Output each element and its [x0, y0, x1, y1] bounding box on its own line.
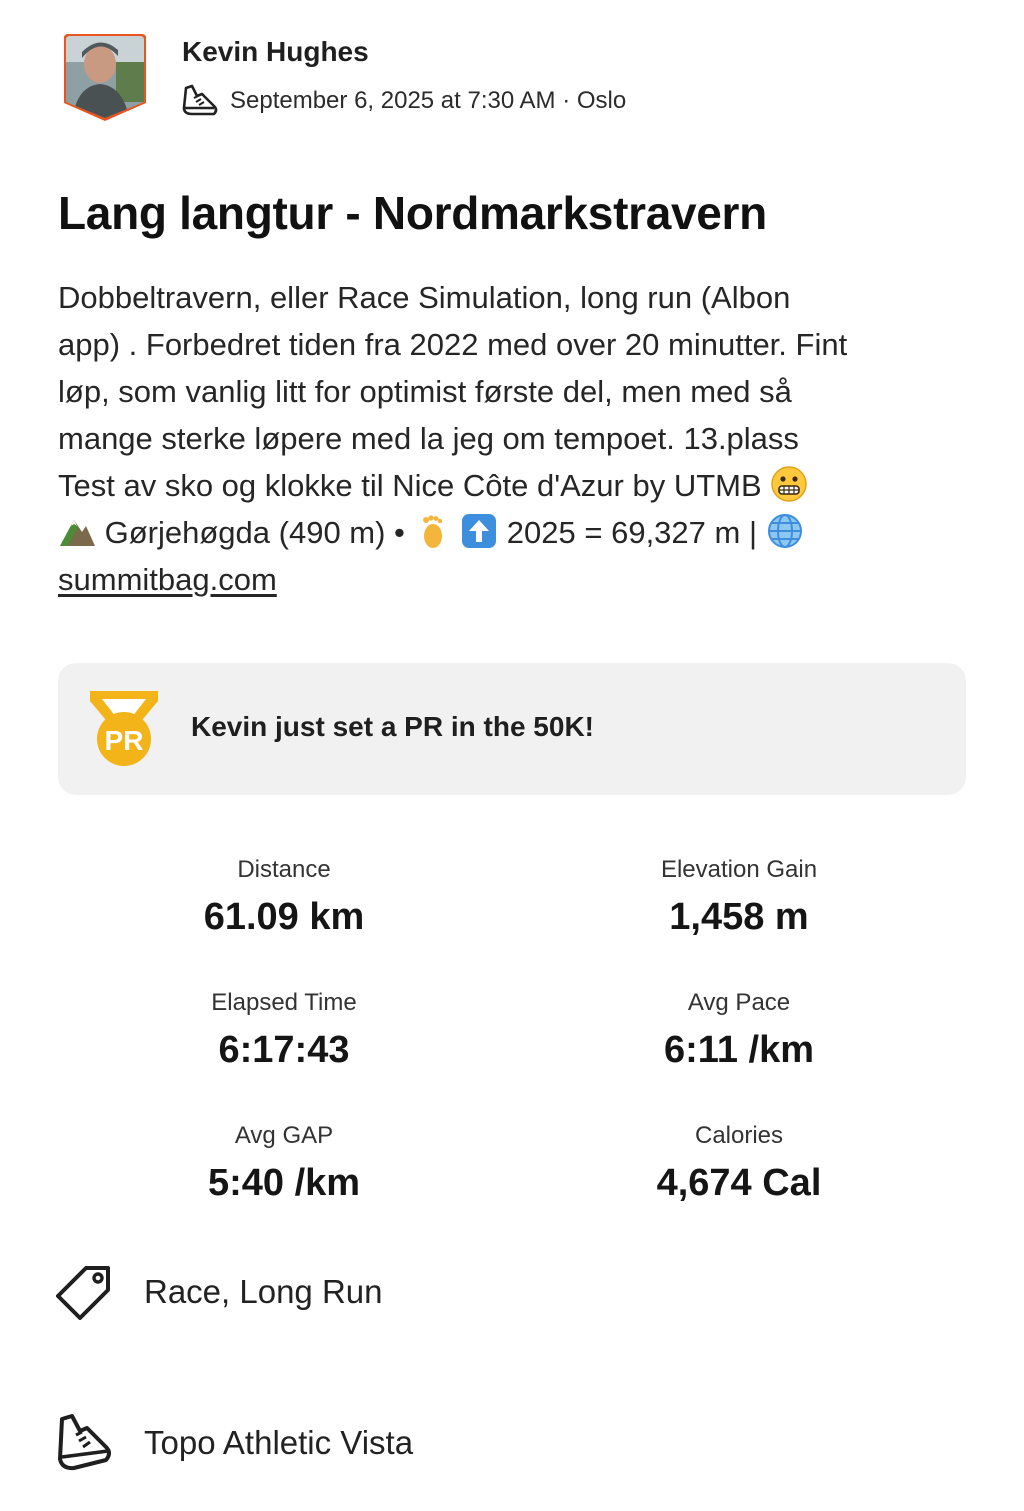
- athlete-name[interactable]: Kevin Hughes: [182, 36, 369, 67]
- stat-value: 4,674 Cal: [656, 1162, 822, 1204]
- pr-achievement-card[interactable]: [58, 663, 966, 795]
- run-shoe-icon: [180, 82, 220, 120]
- stat-label: Avg GAP: [234, 1122, 334, 1149]
- activity-meta: [180, 82, 626, 120]
- gear-name: Topo Athletic Vista: [144, 1424, 414, 1461]
- description-summit-text: Gørjehøgda (490 m) •: [104, 515, 405, 550]
- tag-icon: [56, 1262, 116, 1322]
- description-line: [58, 462, 968, 509]
- athlete-avatar[interactable]: [64, 32, 146, 122]
- activity-description: [58, 274, 968, 603]
- stat-value: 1,458 m: [669, 896, 809, 938]
- activity-tags-text: Race, Long Run: [144, 1273, 383, 1310]
- activity-tags-row[interactable]: [56, 1262, 383, 1322]
- up-arrow-icon: [460, 512, 498, 550]
- description-line: app) . Forbedret tiden fra 2022 med over 20 minutter. Fint: [58, 327, 848, 362]
- description-total-text: 2025 = 69,327 m |: [506, 515, 758, 550]
- globe-icon: [766, 512, 804, 550]
- description-line: [58, 509, 968, 556]
- stat-value: 6:11 /km: [664, 1029, 814, 1071]
- activity-datetime-location: September 6, 2025 at 7:30 AM · Oslo: [230, 87, 627, 114]
- activity-title: Lang langtur - Nordmarkstravern: [58, 187, 767, 239]
- stat-value: 61.09 km: [203, 896, 365, 938]
- stat-avg-pace: [559, 989, 919, 1072]
- stat-value: 5:40 /km: [207, 1162, 361, 1204]
- stat-value: 6:17:43: [218, 1029, 350, 1071]
- stat-elevation-gain: [559, 856, 919, 939]
- description-line: mange sterke løpere med la jeg om tempoet. 13.plass: [58, 421, 799, 456]
- foot-icon: [414, 512, 452, 550]
- description-line: [58, 556, 968, 603]
- stat-label: Avg Pace: [687, 989, 791, 1016]
- stat-elapsed-time: [104, 989, 464, 1072]
- pr-message: Kevin just set a PR in the 50K!: [191, 711, 594, 742]
- stat-label: Calories: [694, 1122, 784, 1149]
- pr-badge-text: PR: [104, 725, 144, 756]
- pr-medal-icon: [86, 689, 162, 771]
- gear-row[interactable]: [56, 1413, 413, 1473]
- stat-label: Elapsed Time: [211, 989, 357, 1016]
- mountain-icon: [58, 512, 96, 550]
- stat-avg-gap: [104, 1122, 464, 1205]
- summitbag-link[interactable]: summitbag.com: [58, 562, 277, 597]
- grimacing-face-icon: [770, 465, 808, 503]
- stat-label: Distance: [237, 856, 331, 883]
- description-line: løp, som vanlig litt for optimist første del, men med så: [58, 374, 792, 409]
- description-text: Test av sko og klokke til Nice Côte d'Azur by UTMB: [58, 468, 762, 503]
- description-line: Dobbeltravern, eller Race Simulation, long run (Albon: [58, 280, 791, 315]
- shoe-icon: [56, 1413, 116, 1473]
- stat-distance: [104, 856, 464, 939]
- stat-label: Elevation Gain: [660, 856, 818, 883]
- stat-calories: [559, 1122, 919, 1205]
